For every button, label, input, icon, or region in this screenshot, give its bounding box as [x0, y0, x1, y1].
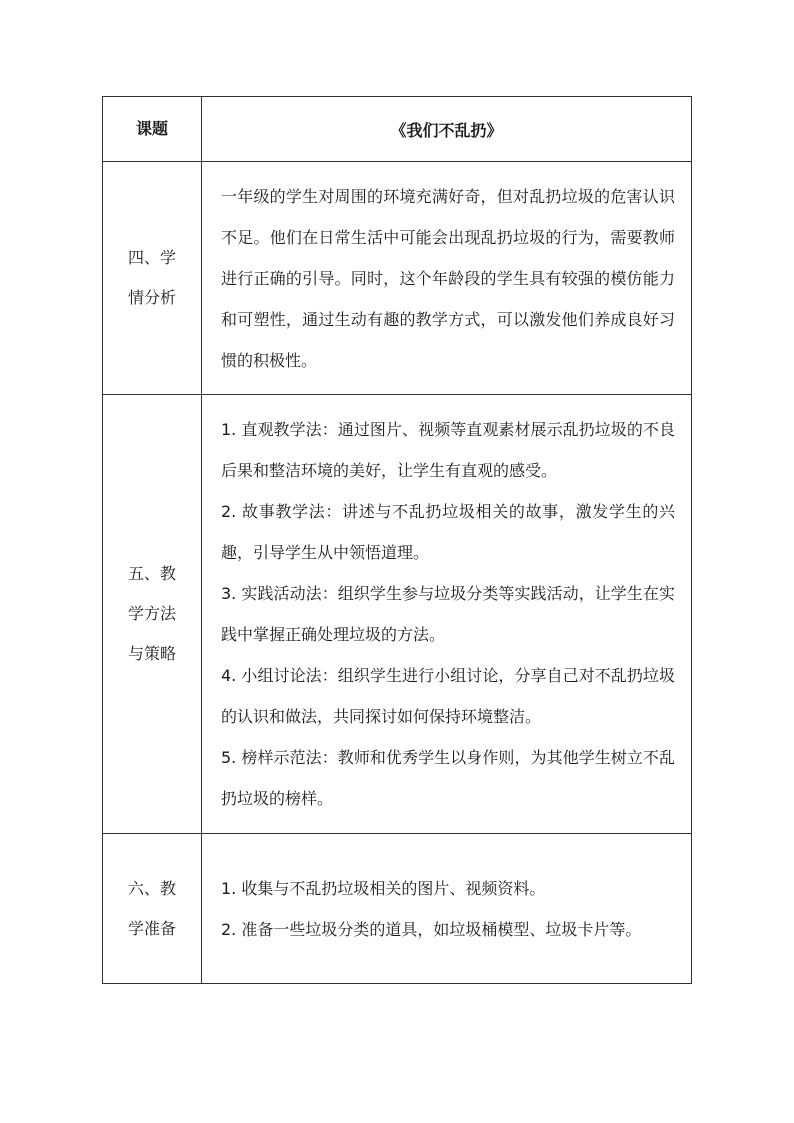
label-line: 五、教 — [127, 564, 176, 583]
label-line: 四、学 — [127, 248, 176, 267]
teaching-methods-label — [103, 395, 202, 834]
student-analysis-cell — [202, 162, 692, 395]
row-teaching-preparation — [103, 834, 692, 984]
label-line: 情分析 — [127, 288, 176, 307]
list-item: 2. 准备一些垃圾分类的道具，如垃圾桶模型、垃圾卡片等。 — [221, 919, 642, 939]
teaching-methods-cell — [202, 395, 692, 834]
teaching-methods-list — [202, 409, 691, 819]
student-analysis-label — [103, 162, 202, 395]
label-line: 与策略 — [127, 644, 176, 663]
teaching-preparation-label — [103, 834, 202, 984]
label-line: 学准备 — [127, 918, 176, 938]
list-item: 5. 榜样示范法：教师和优秀学生以身作则，为其他学生树立不乱扔垃圾的榜样。 — [221, 748, 675, 808]
list-item: 1. 收集与不乱扔垃圾相关的图片、视频资料。 — [221, 878, 546, 898]
list-item: 4. 小组讨论法：组织学生进行小组讨论，分享自己对不乱扔垃圾的认识和做法，共同探讨如何保持环境整洁。 — [221, 666, 675, 726]
row-student-analysis — [103, 162, 692, 395]
list-item: 2. 故事教学法：讲述与不乱扔垃圾相关的故事，激发学生的兴趣，引导学生从中领悟道理。 — [221, 502, 675, 562]
list-item: 3. 实践活动法：组织学生参与垃圾分类等实践活动，让学生在实践中掌握正确处理垃圾的方法。 — [221, 584, 675, 644]
teaching-preparation-cell — [202, 834, 692, 984]
lesson-title: 《我们不乱扔》 — [202, 97, 692, 162]
lesson-plan-table — [102, 96, 692, 984]
teaching-preparation-list — [202, 868, 691, 950]
student-analysis-text: 一年级的学生对周围的环境充满好奇，但对乱扔垃圾的危害认识不足。他们在日常生活中可能会出现乱扔垃圾的行为，需要教师进行正确的引导。同时，这个年龄段的学生具有较强的模仿能力和可塑性，通过生动有趣的教学方式，可以激发他们养成良好习惯的积极性。 — [221, 186, 675, 370]
label-line: 学方法 — [127, 604, 176, 623]
topic-label: 课题 — [103, 97, 202, 162]
row-teaching-methods — [103, 395, 692, 834]
row-topic — [103, 97, 692, 162]
label-line: 六、教 — [127, 878, 176, 898]
list-item: 1. 直观教学法：通过图片、视频等直观素材展示乱扔垃圾的不良后果和整洁环境的美好，让学生有直观的感受。 — [221, 420, 675, 480]
